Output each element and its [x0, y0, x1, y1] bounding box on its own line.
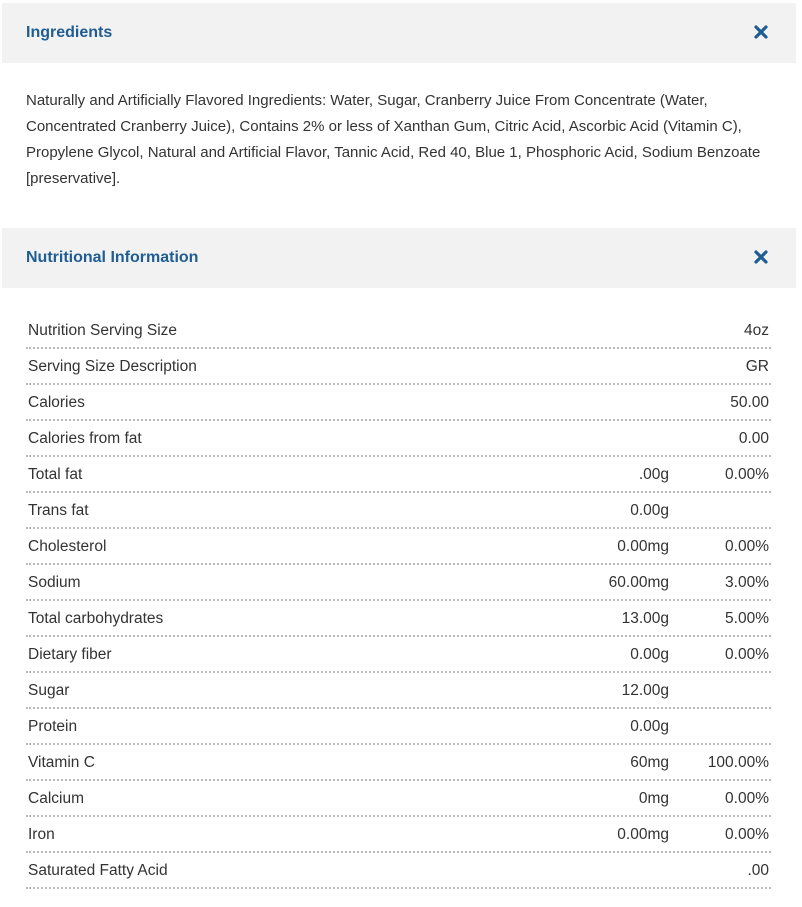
ingredients-text: Naturally and Artificially Flavored Ingredients: Water, Sugar, Cranberry Juice From Concentrate (Water, Concentrated Cranberry Juice), Contains 2% or less of Xanthan Gum, Citric Acid, Ascorbic Acid (Vitamin C), Propylene Glycol, Natural and Artificial Flavor, Tannic Acid, Red 40, Blue 1, Phosphoric Acid, Sodium Benzoate [preservative].	[26, 92, 761, 187]
close-icon	[754, 25, 768, 39]
nutrient-label: Saturated Fatty Acid	[28, 862, 168, 879]
nutrient-label: Total fat	[28, 466, 83, 483]
ingredients-close-button[interactable]	[754, 25, 768, 39]
nutrition-panel-header[interactable]	[2, 228, 796, 288]
nutrient-label: Total carbohydrates	[28, 610, 164, 627]
nutrition-title: Nutritional Information	[26, 249, 199, 266]
nutrition-row	[26, 637, 771, 673]
nutrition-row	[26, 457, 771, 493]
nutrient-amount: 13.00g	[621, 610, 669, 627]
nutrient-value: 0.00%	[725, 538, 769, 555]
nutrient-amount: 0.00g	[630, 646, 669, 663]
nutrient-amount: .00g	[638, 466, 669, 483]
nutrient-label: Trans fat	[28, 502, 89, 519]
nutrient-value: 0.00	[738, 430, 769, 447]
nutrition-row	[26, 781, 771, 817]
nutrient-amount: 60mg	[630, 754, 669, 771]
close-icon	[754, 250, 768, 264]
nutrition-row	[26, 601, 771, 637]
nutrient-value: 5.00%	[725, 610, 769, 627]
nutrient-label: Iron	[28, 826, 55, 843]
nutrition-row	[26, 349, 771, 385]
nutrition-row	[26, 529, 771, 565]
nutrient-amount: 0mg	[638, 790, 669, 807]
nutrient-label: Nutrition Serving Size	[28, 322, 178, 339]
nutrient-value: 4oz	[744, 322, 769, 339]
nutrition-row	[26, 853, 771, 889]
nutrient-label: Cholesterol	[28, 538, 107, 555]
nutrient-label: Vitamin C	[28, 754, 95, 771]
nutrient-value: GR	[745, 358, 769, 375]
nutrient-amount: 0.00mg	[617, 826, 669, 843]
nutrition-row	[26, 313, 771, 349]
nutrition-row	[26, 385, 771, 421]
nutrient-value: 0.00%	[725, 466, 769, 483]
nutrient-value: 3.00%	[725, 574, 769, 591]
nutrient-amount: 60.00mg	[608, 574, 669, 591]
nutrition-row	[26, 565, 771, 601]
nutrient-value: 50.00	[730, 394, 769, 411]
nutrient-label: Sugar	[28, 682, 70, 699]
nutrition-row	[26, 673, 771, 709]
ingredients-panel-header[interactable]	[2, 3, 796, 63]
nutrient-label: Sodium	[28, 574, 81, 591]
nutrient-amount: 0.00mg	[617, 538, 669, 555]
nutrition-row	[26, 817, 771, 853]
nutrient-label: Calories	[28, 394, 85, 411]
nutrition-close-button[interactable]	[754, 250, 768, 264]
nutrition-row	[26, 493, 771, 529]
nutrient-label: Dietary fiber	[28, 646, 112, 663]
nutrient-value: 0.00%	[725, 790, 769, 807]
nutrient-amount: 0.00g	[630, 502, 669, 519]
nutrition-row	[26, 745, 771, 781]
nutrient-label: Protein	[28, 718, 78, 735]
nutrient-amount: 12.00g	[621, 682, 669, 699]
nutrient-label: Calcium	[28, 790, 84, 807]
nutrient-value: 100.00%	[707, 754, 769, 771]
nutrition-table	[26, 313, 771, 889]
nutrition-row	[26, 421, 771, 457]
nutrient-value: 0.00%	[725, 826, 769, 843]
nutrient-value: .00	[747, 862, 769, 879]
nutrient-amount: 0.00g	[630, 718, 669, 735]
nutrient-label: Serving Size Description	[28, 358, 197, 375]
nutrient-label: Calories from fat	[28, 430, 142, 447]
nutrition-row	[26, 709, 771, 745]
nutrient-value: 0.00%	[725, 646, 769, 663]
ingredients-title: Ingredients	[26, 24, 113, 41]
